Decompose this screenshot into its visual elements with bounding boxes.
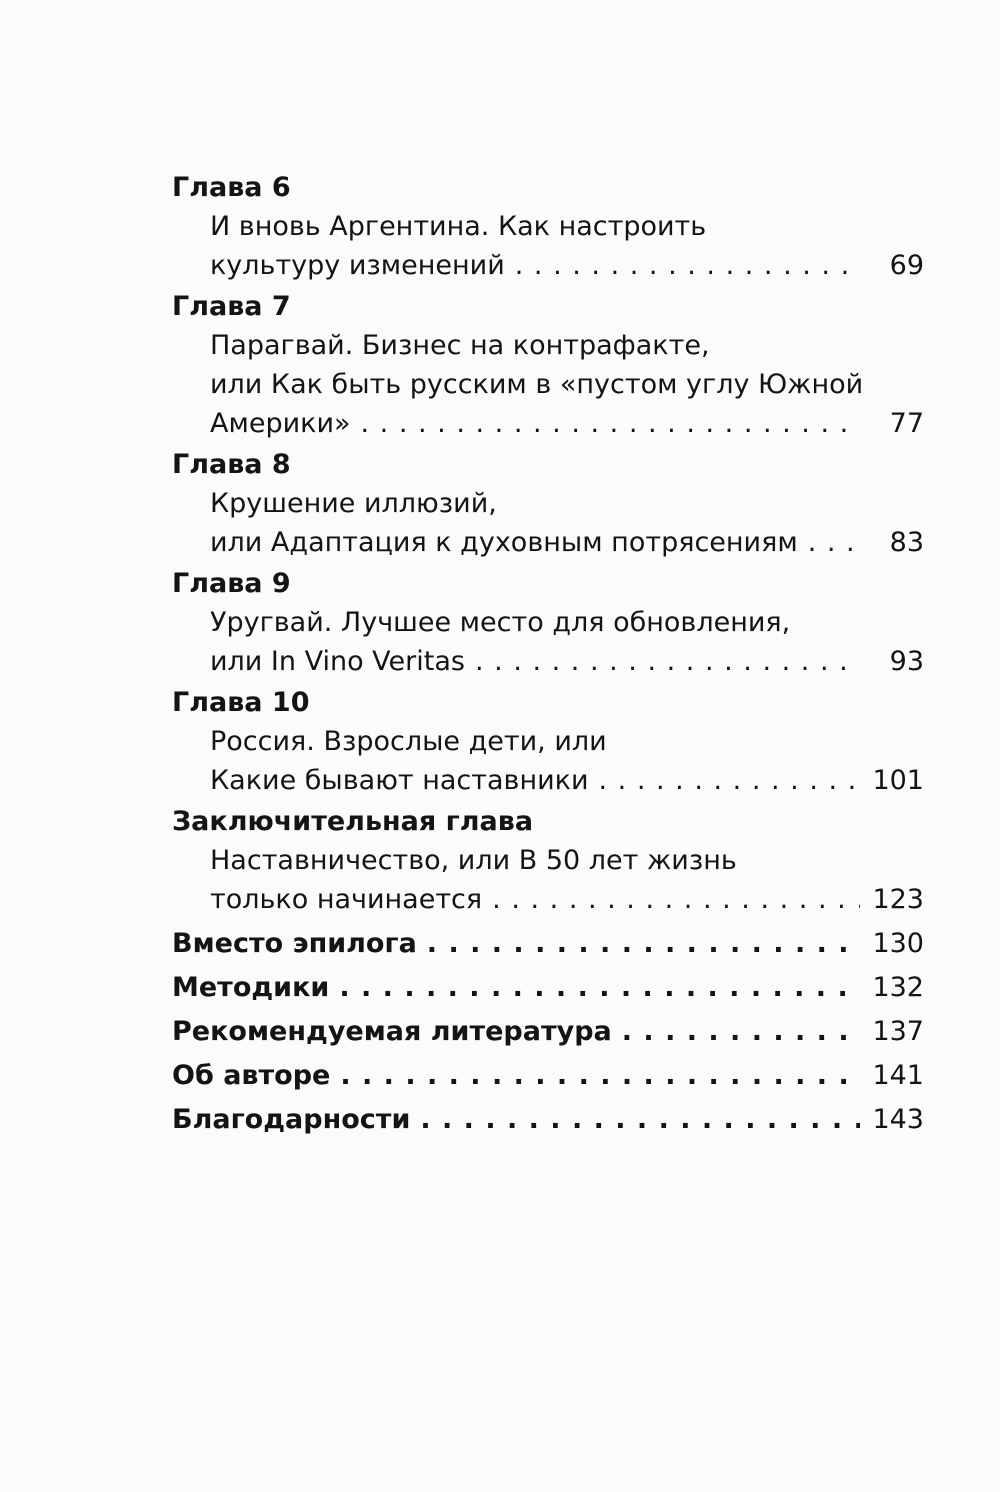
chapter-subtitle [210,326,924,443]
dot-leader [612,1010,860,1054]
subtitle-line: Крушение иллюзий, [210,488,497,519]
section-title: Благодарности [172,1104,411,1135]
subtitle-line: или Адаптация к духовным потрясениям [210,527,798,558]
toc-entry-methods[interactable] [172,966,924,1010]
chapter-subtitle [210,841,924,919]
toc-entry[interactable] [210,642,924,681]
dot-leader [482,880,860,919]
dot-leader [505,246,860,285]
subtitle-line: Россия. Взрослые дети, или [210,726,607,757]
page-number: 93 [889,646,924,677]
chapter-7 [172,288,924,443]
dot-leader [589,761,860,800]
page-number: 77 [889,408,924,439]
chapter-title: Глава 7 [172,291,291,322]
chapter-subtitle [210,484,924,562]
subtitle-line: Наставничество, или В 50 лет жизнь [210,845,737,876]
toc-entry[interactable] [210,523,924,562]
dot-leader [465,642,860,681]
subtitle-line: или In Vino Veritas [210,646,465,677]
chapter-title: Глава 8 [172,449,291,480]
page-number: 132 [872,972,924,1003]
dot-leader [798,523,860,562]
dot-leader [329,966,860,1010]
chapter-8 [172,446,924,562]
chapter-title: Глава 9 [172,568,291,599]
chapter-title: Глава 6 [172,172,291,203]
section-title: Об авторе [172,1060,331,1091]
toc-entry-literature[interactable] [172,1010,924,1054]
subtitle-line: культуру изменений [210,250,505,281]
page-number: 83 [889,527,924,558]
subtitle-line: Какие бывают наставники [210,765,589,796]
chapter-subtitle [210,722,924,800]
toc-entry[interactable] [210,404,924,443]
subtitle-line: Парагвай. Бизнес на контрафакте, [210,330,710,361]
chapter-10 [172,684,924,800]
section-title: Вместо эпилога [172,928,417,959]
chapter-9 [172,565,924,681]
toc-entry[interactable] [210,246,924,285]
toc-entry-about-author[interactable] [172,1054,924,1098]
subtitle-line: Америки» [210,408,351,439]
page-number: 123 [872,884,924,915]
subtitle-line: или Как быть русским в «пустом углу Южной [210,369,864,400]
toc-entry[interactable] [210,880,924,919]
toc-entry-acknowledgements[interactable] [172,1098,924,1142]
toc-entry[interactable] [210,761,924,800]
toc-entry-epilogue[interactable] [172,922,924,966]
page-number: 101 [872,765,924,796]
chapter-subtitle [210,207,924,285]
subtitle-line: И вновь Аргентина. Как настроить [210,211,707,242]
page-number: 141 [872,1060,924,1091]
page-number: 137 [872,1016,924,1047]
chapter-title: Заключительная глава [172,806,534,837]
chapter-subtitle [210,603,924,681]
dot-leader [330,1054,860,1098]
chapter-title: Глава 10 [172,687,310,718]
page-number: 69 [889,250,924,281]
dot-leader [410,1098,860,1142]
subtitle-line: Уругвай. Лучшее место для обновления, [210,607,791,638]
section-title: Рекомендуемая литература [172,1016,612,1047]
chapter-final [172,803,924,919]
chapter-6 [172,169,924,285]
dot-leader [417,922,860,966]
dot-leader [351,404,860,443]
page-number: 130 [872,928,924,959]
table-of-contents [172,169,924,1142]
page-number: 143 [872,1104,924,1135]
section-title: Методики [172,972,330,1003]
subtitle-line: только начинается [210,884,483,915]
